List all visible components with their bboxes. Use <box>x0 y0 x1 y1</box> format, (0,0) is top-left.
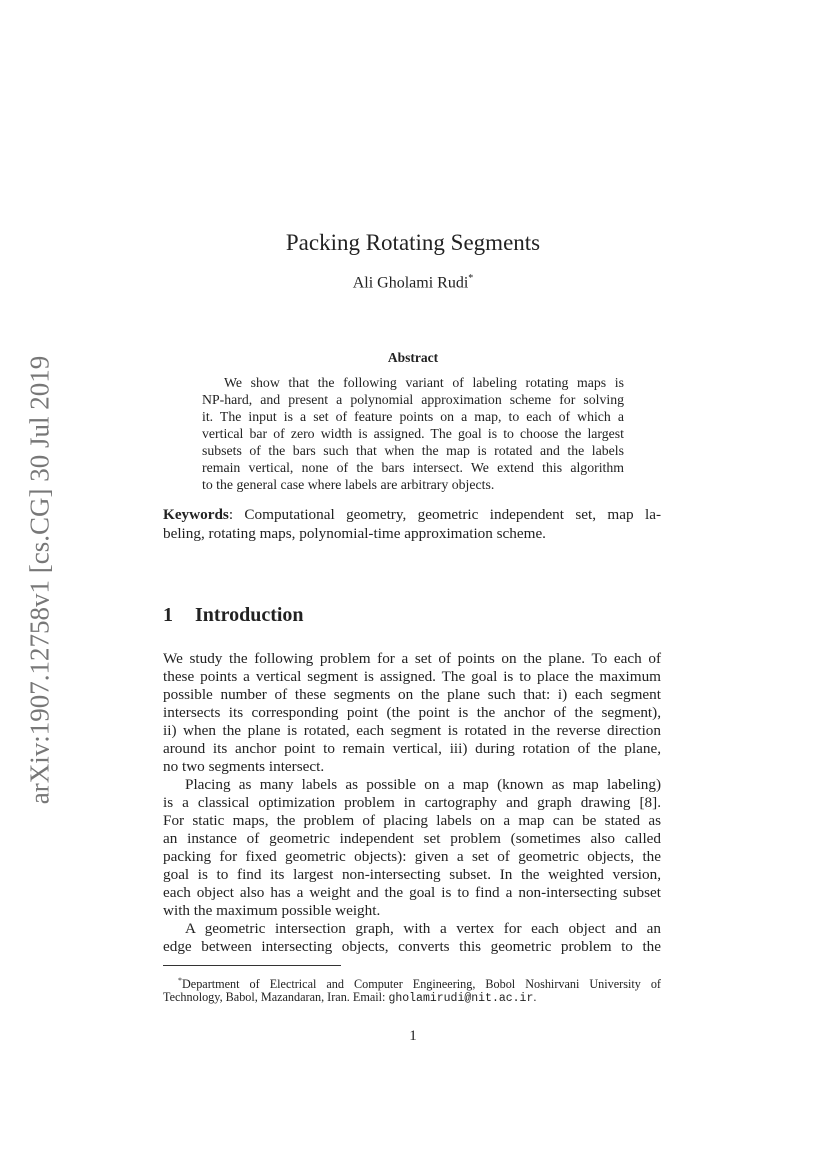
body-line: ii) when the plane is rotated, each segment is rotated in the reverse direction <box>163 722 661 739</box>
section-number: 1 <box>163 604 173 626</box>
arxiv-side-stamp: arXiv:1907.12758v1 [cs.CG] 30 Jul 2019 <box>24 355 55 805</box>
abstract-line: subsets of the bars such that when the map is rotated and the labels <box>202 443 624 458</box>
body-line: intersects its corresponding point (the point is the anchor of the segment), <box>163 704 661 721</box>
abstract-line: to the general case where labels are arbitrary objects. <box>202 477 495 492</box>
email-link[interactable]: gholamirudi@nit.ac.ir <box>388 992 534 1005</box>
body-line: an instance of geometric independent set problem (sometimes also called <box>163 830 661 847</box>
keywords-line: Keywords: Computational geometry, geometric independent set, map la- <box>163 506 661 523</box>
body-line: possible number of these segments on the plane such that: i) each segment <box>163 686 661 703</box>
body-line: around its anchor point to remain vertical, iii) during rotation of the plane, <box>163 740 661 757</box>
footnote-rule <box>163 965 341 966</box>
body-line: goal is to find its largest non-intersecting subset. In the weighted version, <box>163 866 661 883</box>
abstract-line: NP-hard, and present a polynomial approximation scheme for solving <box>202 392 624 407</box>
body-line: is a classical optimization problem in cartography and graph drawing [8]. <box>163 794 661 811</box>
section-heading <box>163 604 304 627</box>
body-line: edge between intersecting objects, converts this geometric problem to the <box>163 938 661 955</box>
footnote-line: *Department of Electrical and Computer Engineering, Bobol Noshirvani University of <box>178 976 661 992</box>
abstract-line: vertical bar of zero width is assigned. The goal is to choose the largest <box>202 426 624 441</box>
abstract-line: We show that the following variant of labeling rotating maps is <box>224 375 624 390</box>
abstract-line: remain vertical, none of the bars intersect. We extend this algorithm <box>202 460 624 475</box>
section-title: Introduction <box>195 604 304 626</box>
keywords-label: Keywords <box>163 506 229 523</box>
abstract-heading: Abstract <box>387 350 439 365</box>
body-line: with the maximum possible weight. <box>163 902 381 919</box>
author-name: Ali Gholami Rudi <box>352 274 469 292</box>
abstract-line: it. The input is a set of feature points on a map, to each of which a <box>202 409 624 424</box>
body-line: Placing as many labels as possible on a map (known as map labeling) <box>185 776 661 793</box>
body-line: For static maps, the problem of placing labels on a map can be stated as <box>163 812 661 829</box>
body-line: these points a vertical segment is assigned. The goal is to place the maximum <box>163 668 661 685</box>
page-number: 1 <box>409 1028 417 1044</box>
body-line: packing for fixed geometric objects): given a set of geometric objects, the <box>163 848 661 865</box>
body-line: A geometric intersection graph, with a vertex for each object and an <box>185 920 661 937</box>
keywords-line: beling, rotating maps, polynomial-time approximation scheme. <box>163 525 546 542</box>
paper-title: Packing Rotating Segments <box>285 230 541 255</box>
footnote-line: Technology, Babol, Mazandaran, Iran. Email: gholamirudi@nit.ac.ir. <box>163 990 537 1005</box>
body-line: We study the following problem for a set of points on the plane. To each of <box>163 650 661 667</box>
body-line: no two segments intersect. <box>163 758 325 775</box>
author <box>0 273 826 292</box>
body-line: each object also has a weight and the goal is to find a non-intersecting subset <box>163 884 661 901</box>
author-footnote-mark: * <box>468 273 474 284</box>
